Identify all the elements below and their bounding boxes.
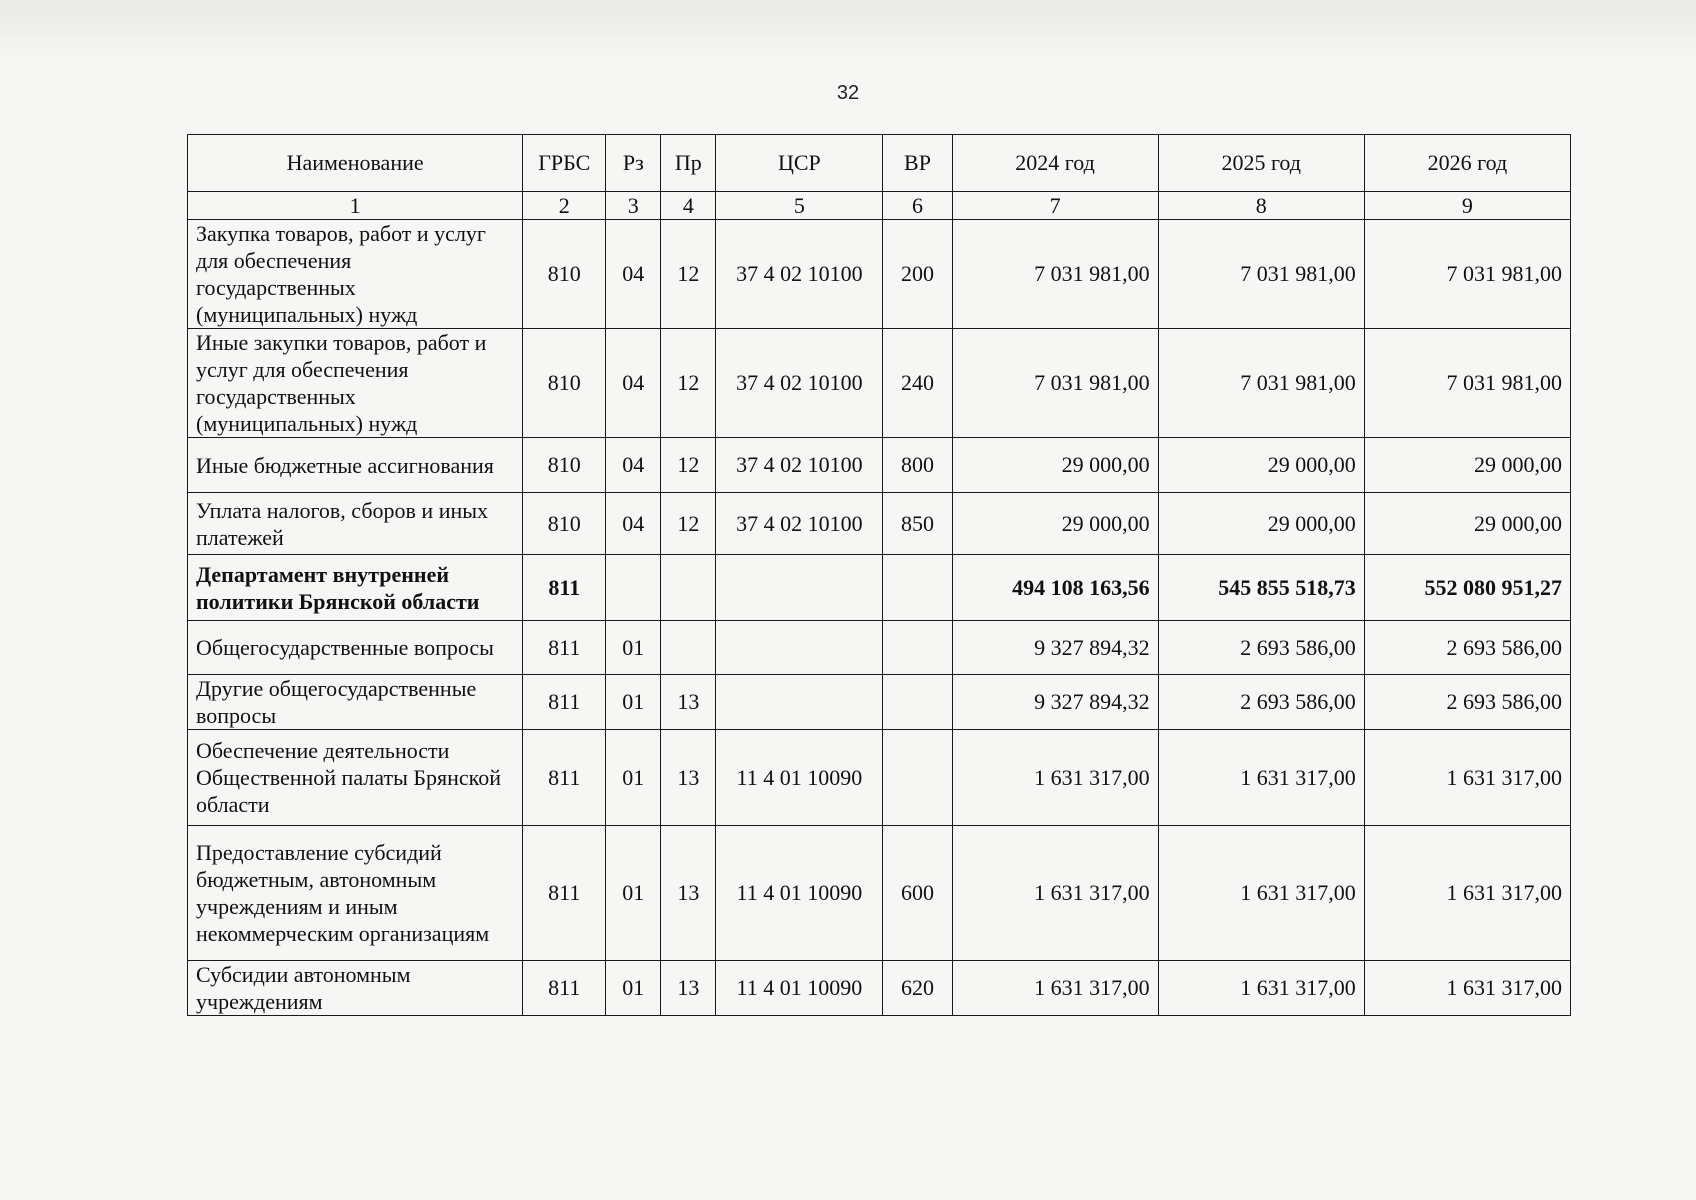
row-pr: 13	[661, 961, 716, 1016]
row-grbs: 811	[523, 555, 606, 621]
row-grbs: 810	[523, 329, 606, 438]
row-grbs: 811	[523, 621, 606, 675]
header-2025: 2025 год	[1158, 135, 1364, 192]
column-number-row	[188, 192, 1571, 220]
row-vr: 850	[883, 493, 952, 555]
row-csr	[716, 675, 883, 730]
row-vr	[883, 621, 952, 675]
row-2024: 1 631 317,00	[952, 961, 1158, 1016]
row-2026: 1 631 317,00	[1364, 730, 1570, 826]
header-name: Наименование	[188, 135, 523, 192]
table-row	[188, 555, 1571, 621]
row-2026: 29 000,00	[1364, 438, 1570, 493]
row-name: Департамент внутренней политики Брянской области	[188, 555, 523, 621]
row-2025: 545 855 518,73	[1158, 555, 1364, 621]
row-rz: 01	[606, 826, 661, 961]
row-vr: 620	[883, 961, 952, 1016]
row-2024: 7 031 981,00	[952, 329, 1158, 438]
row-2026: 552 080 951,27	[1364, 555, 1570, 621]
row-2026: 2 693 586,00	[1364, 621, 1570, 675]
row-2026: 1 631 317,00	[1364, 961, 1570, 1016]
row-rz: 04	[606, 493, 661, 555]
table-row	[188, 493, 1571, 555]
header-grbs: ГРБС	[523, 135, 606, 192]
row-rz	[606, 555, 661, 621]
row-vr	[883, 555, 952, 621]
row-2025: 29 000,00	[1158, 493, 1364, 555]
row-2025: 1 631 317,00	[1158, 730, 1364, 826]
row-vr: 600	[883, 826, 952, 961]
row-pr: 13	[661, 675, 716, 730]
row-2025: 7 031 981,00	[1158, 220, 1364, 329]
row-2026: 7 031 981,00	[1364, 329, 1570, 438]
row-csr: 37 4 02 10100	[716, 220, 883, 329]
row-pr: 13	[661, 730, 716, 826]
row-csr: 11 4 01 10090	[716, 826, 883, 961]
scan-shadow	[0, 0, 1696, 60]
column-number: 9	[1364, 192, 1570, 220]
row-2024: 9 327 894,32	[952, 675, 1158, 730]
row-pr: 13	[661, 826, 716, 961]
row-csr: 37 4 02 10100	[716, 493, 883, 555]
row-pr: 12	[661, 438, 716, 493]
row-2025: 29 000,00	[1158, 438, 1364, 493]
header-2024: 2024 год	[952, 135, 1158, 192]
row-2025: 7 031 981,00	[1158, 329, 1364, 438]
table-row	[188, 329, 1571, 438]
column-number: 8	[1158, 192, 1364, 220]
row-pr	[661, 555, 716, 621]
row-rz: 04	[606, 329, 661, 438]
column-number: 3	[606, 192, 661, 220]
row-rz: 01	[606, 961, 661, 1016]
header-csr: ЦСР	[716, 135, 883, 192]
row-2024: 7 031 981,00	[952, 220, 1158, 329]
row-csr: 37 4 02 10100	[716, 438, 883, 493]
table-row	[188, 730, 1571, 826]
column-number: 2	[523, 192, 606, 220]
row-2024: 494 108 163,56	[952, 555, 1158, 621]
row-rz: 01	[606, 621, 661, 675]
row-name: Другие общегосударственные вопросы	[188, 675, 523, 730]
header-row	[188, 135, 1571, 192]
header-rz: Рз	[606, 135, 661, 192]
column-number: 4	[661, 192, 716, 220]
row-2026: 1 631 317,00	[1364, 826, 1570, 961]
row-2024: 29 000,00	[952, 493, 1158, 555]
row-2026: 29 000,00	[1364, 493, 1570, 555]
row-2024: 1 631 317,00	[952, 730, 1158, 826]
row-pr	[661, 621, 716, 675]
row-grbs: 811	[523, 961, 606, 1016]
row-grbs: 810	[523, 493, 606, 555]
row-vr: 200	[883, 220, 952, 329]
row-name: Субсидии автономным учреждениям	[188, 961, 523, 1016]
row-2025: 2 693 586,00	[1158, 675, 1364, 730]
row-csr: 11 4 01 10090	[716, 730, 883, 826]
column-number: 7	[952, 192, 1158, 220]
row-2025: 2 693 586,00	[1158, 621, 1364, 675]
budget-table	[187, 134, 1571, 1016]
row-2024: 9 327 894,32	[952, 621, 1158, 675]
column-number: 5	[716, 192, 883, 220]
row-2026: 7 031 981,00	[1364, 220, 1570, 329]
row-rz: 01	[606, 730, 661, 826]
table-row	[188, 438, 1571, 493]
row-2024: 29 000,00	[952, 438, 1158, 493]
row-pr: 12	[661, 493, 716, 555]
header-vr: ВР	[883, 135, 952, 192]
row-name: Иные бюджетные ассигнования	[188, 438, 523, 493]
row-name: Уплата налогов, сборов и иных платежей	[188, 493, 523, 555]
header-pr: Пр	[661, 135, 716, 192]
row-rz: 04	[606, 220, 661, 329]
row-grbs: 811	[523, 730, 606, 826]
header-2026: 2026 год	[1364, 135, 1570, 192]
row-vr	[883, 675, 952, 730]
row-vr: 800	[883, 438, 952, 493]
table-row	[188, 621, 1571, 675]
column-number: 1	[188, 192, 523, 220]
row-pr: 12	[661, 329, 716, 438]
row-2024: 1 631 317,00	[952, 826, 1158, 961]
row-csr	[716, 621, 883, 675]
table-row	[188, 220, 1571, 329]
row-rz: 04	[606, 438, 661, 493]
row-grbs: 810	[523, 220, 606, 329]
table-row	[188, 675, 1571, 730]
row-csr	[716, 555, 883, 621]
row-grbs: 811	[523, 826, 606, 961]
page-number: 32	[836, 82, 860, 104]
row-csr: 11 4 01 10090	[716, 961, 883, 1016]
row-name: Предоставление субсидий бюджетным, автономным учреждениям и иным некоммерческим организациям	[188, 826, 523, 961]
row-name: Обеспечение деятельности Общественной палаты Брянской области	[188, 730, 523, 826]
row-csr: 37 4 02 10100	[716, 329, 883, 438]
row-grbs: 811	[523, 675, 606, 730]
row-name: Общегосударственные вопросы	[188, 621, 523, 675]
table-row	[188, 826, 1571, 961]
row-2026: 2 693 586,00	[1364, 675, 1570, 730]
column-number: 6	[883, 192, 952, 220]
row-2025: 1 631 317,00	[1158, 826, 1364, 961]
row-grbs: 810	[523, 438, 606, 493]
row-name: Закупка товаров, работ и услуг для обеспечения государственных (муниципальных) нужд	[188, 220, 523, 329]
row-vr: 240	[883, 329, 952, 438]
row-2025: 1 631 317,00	[1158, 961, 1364, 1016]
row-vr	[883, 730, 952, 826]
row-rz: 01	[606, 675, 661, 730]
row-name: Иные закупки товаров, работ и услуг для обеспечения государственных (муниципальных) нужд	[188, 329, 523, 438]
table-row	[188, 961, 1571, 1016]
row-pr: 12	[661, 220, 716, 329]
